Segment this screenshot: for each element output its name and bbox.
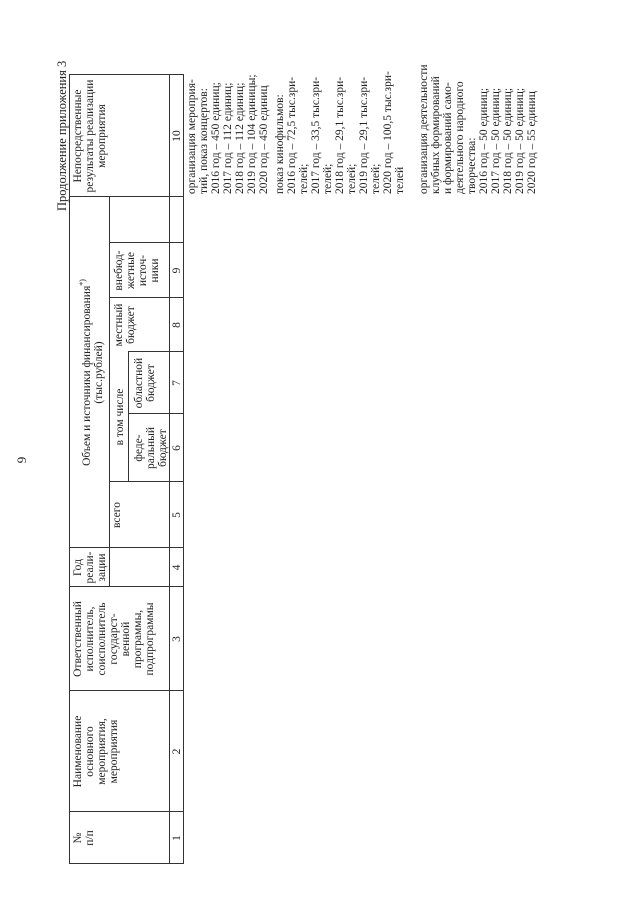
column-number-7: 7: [171, 380, 183, 386]
page-number: 9: [14, 456, 29, 464]
column-number-4: 4: [171, 564, 183, 571]
column-number-10: 10: [171, 130, 183, 142]
header-col10: Непосредственные результаты реализации мероприятия: [72, 79, 108, 193]
header-funding-group: Объем и источники финансирования*) (тыс.рублей): [78, 279, 105, 466]
result-block-clubs: организация деятельности клубных формирований и формирований само- деятельного народного творчества: 2016 год – 50 единиц; 2017 год – 50 единиц; 2018 год – 50 единиц; 2019 год – 50 единиц; 2020 год – 55 единиц: [418, 64, 538, 194]
column-number-3: 3: [171, 636, 183, 642]
header-col3: Ответственный исполнитель, соисполнитель государст- венной программы, подпрограммы: [72, 601, 156, 677]
header-col2: Наименование основного мероприятия, мероприятия: [72, 715, 120, 788]
header-col4: Год реали- зации: [72, 551, 108, 584]
column-number-1: 1: [171, 835, 183, 841]
column-number-6: 6: [171, 445, 183, 451]
column-number-5: 5: [171, 512, 183, 518]
header-col7: областной бюджет: [133, 357, 157, 409]
column-number-9: 9: [171, 267, 183, 274]
header-col1: № п/п: [72, 830, 96, 846]
header-col5-total: всего: [111, 502, 123, 528]
header-col6: феде- ральный бюджет: [133, 427, 169, 469]
column-number-8: 8: [171, 322, 183, 328]
header-col8: местный бюджет: [113, 303, 137, 347]
result-block-concerts: организация мероприя- тий, показ концертов: 2016 год – 450 единиц; 2017 год – 112 единиц; 2018 год – 112 единиц; 2019 год – 104 единицы; 2020 год – 450 единиц: [186, 74, 270, 194]
appendix-caption: Продолжение приложения 3: [55, 60, 69, 211]
header-col9: внебюд- жетные источ- ники: [113, 250, 161, 291]
header-including: в том числе: [114, 388, 126, 446]
result-block-films: показ кинофильмов: 2016 год – 72,5 тыс.зри- телей; 2017 год – 33,5 тыс.зри- телей; 2018 год – 29,1 тыс.зри- телей; 2019 год – 29,1 тыс.зри- телей; 2020 год – 100,5 тыс.зри- телей: [274, 71, 406, 194]
column-number-2: 2: [171, 748, 183, 755]
